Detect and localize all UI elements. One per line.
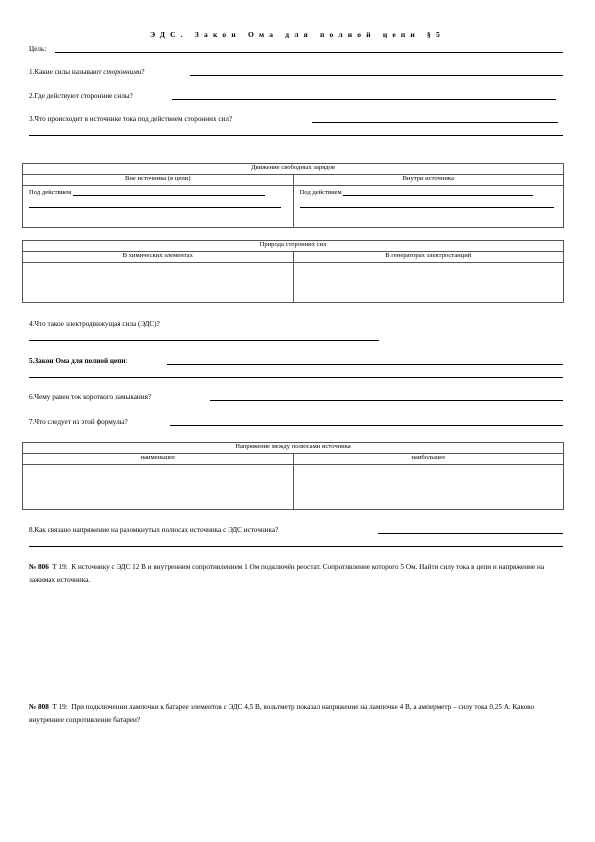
task-808-ref: Т 19: [52,703,68,711]
task-806-text: К источнику с ЭДС 12 В и внутренним сопротивлением 1 Ом подключён реостат. Сопротивление которого 5 Ом. Найти силу тока в цепи и напряжение на зажимах источника. [29,563,545,584]
question-7-answer-line[interactable] [170,425,563,426]
table-1-header: Движение свободных зарядов [23,164,564,175]
question-8-answer-line-2[interactable] [29,546,563,547]
question-1-answer-line[interactable] [190,75,563,76]
external-forces-nature-table [22,240,564,303]
table-3-col-max: наибольшее [293,454,564,465]
terminal-voltage-table [22,442,564,510]
question-6-answer-line[interactable] [210,400,563,401]
question-3-answer-line[interactable] [312,122,558,123]
task-808 [29,701,564,727]
question-3-answer-line-2[interactable] [29,135,563,136]
page-title: ЭДС. Закон Ома для полной цепи §5 [150,30,445,39]
table-3-col-min: наименьшее [23,454,294,465]
table-2-cell-chemical[interactable] [23,263,294,303]
table-3-cell-min[interactable] [23,465,294,510]
goal-label: Цель: [29,45,47,53]
table-2-col-chemical: В химических элементах [23,252,294,263]
table-2-cell-generators[interactable] [293,263,564,303]
question-5: 5.Закон Ома для полной цепи: [29,357,128,365]
task-806-ref: Т 19: [52,563,68,571]
question-2-answer-line[interactable] [172,99,556,100]
question-1: 1.Какие силы называют сторонними? [29,68,145,76]
question-8: 8.Как связано напряжение на разомкнутых полюсах источника с ЭДС источника? [29,526,279,534]
table-2-col-generators: В генераторах электростанций [293,252,564,263]
task-806 [29,561,564,587]
task-808-number: № 808 [29,703,49,711]
question-4-answer-line[interactable] [29,340,379,341]
question-8-answer-line[interactable] [378,533,563,534]
charge-movement-table [22,163,564,228]
table-1-col-inside: Внутри источника [293,175,564,186]
task-808-text: При подключении лампочки к батарее элементов с ЭДС 4,5 В, вольтметр показал напряжение на лампочке 4 В, а амперметр – силу тока 0,25 А. Каково внутреннее сопротивление батареи? [29,703,535,724]
table-2-header: Природа сторонних сил [23,241,564,252]
question-5-answer-line[interactable] [167,364,563,365]
question-7: 7.Что следует из этой формулы? [29,418,128,426]
question-4: 4.Что такое электродвижущая сила (ЭДС)? [29,320,160,328]
table-3-header: Напряжение между полюсами источника [23,443,564,454]
table-3-cell-max[interactable] [293,465,564,510]
table-1-col-outside: Вне источника (в цепи) [23,175,294,186]
question-3: 3.Что происходит в источнике тока под действием сторонних сил? [29,115,233,123]
goal-answer-line[interactable] [55,52,563,53]
question-6: 6.Чему равен ток короткого замыкания? [29,393,152,401]
task-806-number: № 806 [29,563,49,571]
table-1-cell-outside[interactable]: Под действием [23,186,294,228]
table-1-cell-inside[interactable]: Под действием [293,186,564,228]
question-5-answer-line-2[interactable] [29,377,563,378]
question-2: 2.Где действуют сторонние силы? [29,92,133,100]
